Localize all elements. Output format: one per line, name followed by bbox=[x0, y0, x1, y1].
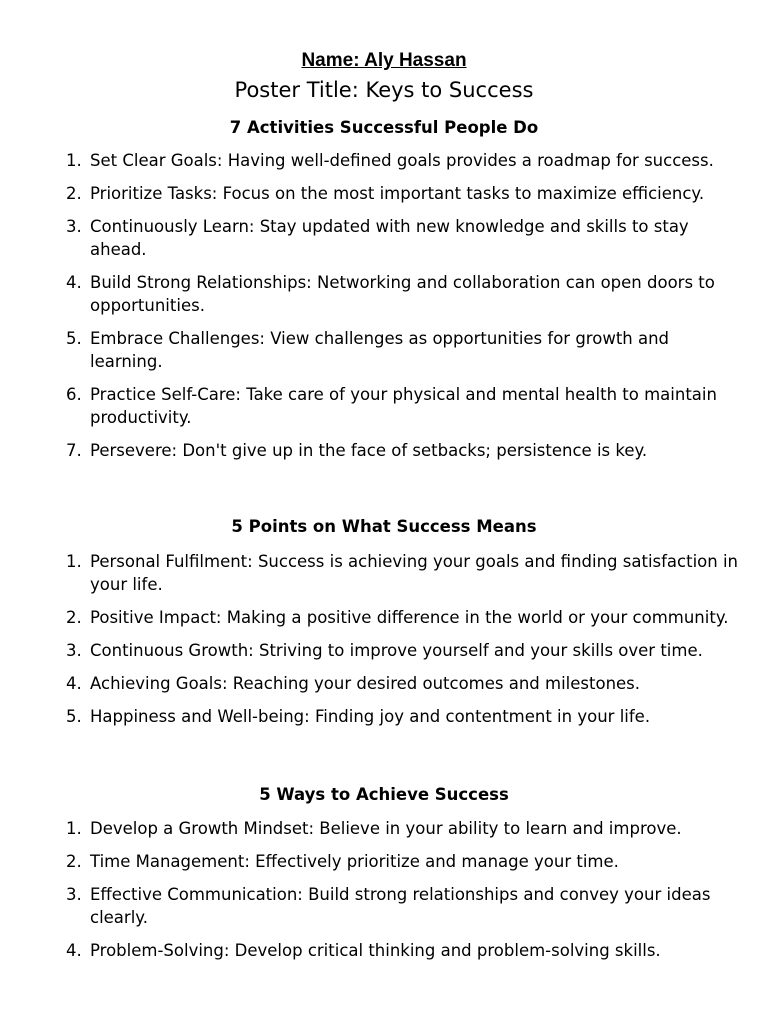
list-item-text: Problem-Solving: Develop critical thinking and problem-solving skills. bbox=[90, 941, 661, 960]
list-item-text: Continuously Learn: Stay updated with new knowledge and skills to stay ahead. bbox=[90, 217, 689, 259]
list-item-text: Embrace Challenges: View challenges as opportunities for growth and learning. bbox=[90, 329, 670, 371]
list-number: 1. bbox=[66, 552, 82, 571]
list-item-text: Practice Self-Care: Take care of your physical and mental health to maintain productivity. bbox=[90, 385, 717, 427]
list-item bbox=[0, 327, 740, 373]
list-item bbox=[0, 383, 740, 429]
list-number: 3. bbox=[66, 217, 82, 236]
list-number: 3. bbox=[66, 641, 82, 660]
list-item-text: Achieving Goals: Reaching your desired outcomes and milestones. bbox=[90, 674, 641, 693]
list-number: 4. bbox=[66, 674, 82, 693]
list-item-text: Set Clear Goals: Having well-defined goals provides a roadmap for success. bbox=[90, 151, 714, 170]
list-item-text: Personal Fulfilment: Success is achieving your goals and finding satisfaction in your life. bbox=[90, 552, 739, 594]
list-number: 4. bbox=[66, 273, 82, 292]
list-item-text: Develop a Growth Mindset: Believe in your ability to learn and improve. bbox=[90, 819, 682, 838]
activities-list bbox=[0, 149, 740, 472]
list-number: 3. bbox=[66, 885, 82, 904]
list-item bbox=[0, 182, 740, 205]
author-name: Name: Aly Hassan bbox=[301, 50, 467, 71]
list-item-text: Persevere: Don't give up in the face of setbacks; persistence is key. bbox=[90, 441, 648, 460]
list-number: 2. bbox=[66, 608, 82, 627]
list-item-text: Build Strong Relationships: Networking and collaboration can open doors to opportunities. bbox=[90, 273, 715, 315]
list-number: 1. bbox=[66, 151, 82, 170]
list-item bbox=[0, 550, 740, 596]
list-item-text: Continuous Growth: Striving to improve yourself and your skills over time. bbox=[90, 641, 703, 660]
poster-title: Poster Title: Keys to Success bbox=[234, 78, 534, 102]
achieve-success-list bbox=[0, 817, 740, 972]
success-means-list bbox=[0, 550, 740, 738]
list-number: 1. bbox=[66, 819, 82, 838]
list-item-text: Happiness and Well-being: Finding joy and contentment in your life. bbox=[90, 707, 651, 726]
list-item bbox=[0, 705, 740, 728]
list-item-text: Positive Impact: Making a positive difference in the world or your community. bbox=[90, 608, 729, 627]
list-item bbox=[0, 439, 740, 462]
list-number: 2. bbox=[66, 184, 82, 203]
list-item bbox=[0, 672, 740, 695]
list-number: 7. bbox=[66, 441, 82, 460]
list-item bbox=[0, 883, 740, 929]
list-item bbox=[0, 149, 740, 172]
list-number: 4. bbox=[66, 941, 82, 960]
section-heading-activities: 7 Activities Successful People Do bbox=[229, 118, 539, 137]
list-item bbox=[0, 939, 740, 962]
list-item bbox=[0, 271, 740, 317]
section-heading-success-means: 5 Points on What Success Means bbox=[231, 517, 537, 536]
list-item-text: Effective Communication: Build strong relationships and convey your ideas clearly. bbox=[90, 885, 711, 927]
list-item bbox=[0, 639, 740, 662]
list-number: 6. bbox=[66, 385, 82, 404]
list-number: 5. bbox=[66, 329, 82, 348]
list-item bbox=[0, 606, 740, 629]
section-heading-achieve-success: 5 Ways to Achieve Success bbox=[259, 785, 509, 804]
list-number: 2. bbox=[66, 852, 82, 871]
list-item bbox=[0, 850, 740, 873]
list-item-text: Time Management: Effectively prioritize and manage your time. bbox=[90, 852, 619, 871]
list-item-text: Prioritize Tasks: Focus on the most important tasks to maximize efficiency. bbox=[90, 184, 705, 203]
list-number: 5. bbox=[66, 707, 82, 726]
list-item bbox=[0, 817, 740, 840]
list-item bbox=[0, 215, 740, 261]
